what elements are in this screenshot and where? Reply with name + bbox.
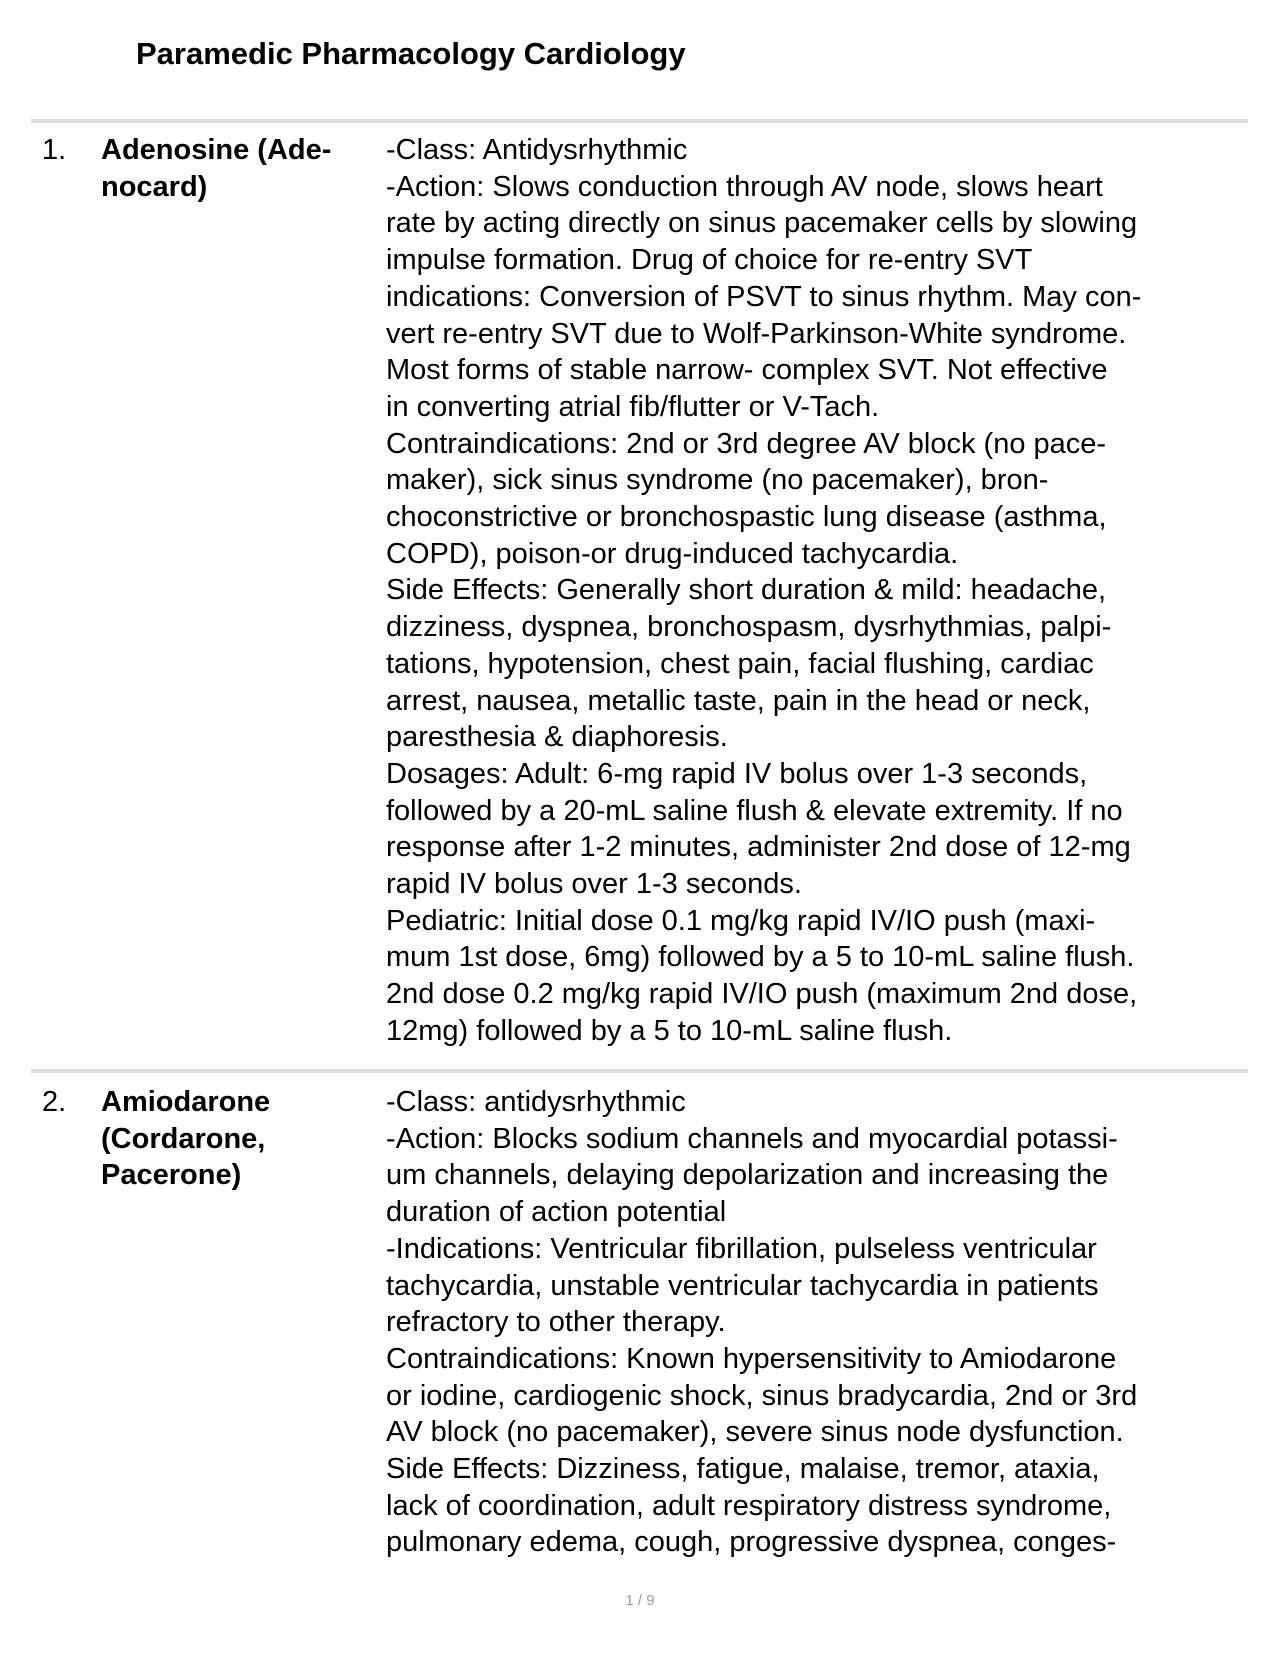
entry-definition [386, 1084, 1266, 1561]
definition-line: um channels, delaying depolarization and increasing the [386, 1159, 1109, 1192]
definition-line: 2nd dose 0.2 mg/kg rapid IV/IO push (maximum 2nd dose, [386, 978, 1138, 1011]
definition-line: indications: Conversion of PSVT to sinus rhythm. May con- [386, 280, 1142, 313]
definition-line: in converting atrial fib/flutter or V-Tach. [386, 390, 880, 423]
definition-line: pulmonary edema, cough, progressive dyspnea, conges- [386, 1526, 1117, 1559]
term-line: Adenosine (Ade- [101, 134, 332, 166]
entry-definition [386, 132, 1266, 1050]
definition-line: followed by a 20-mL saline flush & elevate extremity. If no [386, 794, 1123, 827]
definition-line: rapid IV bolus over 1-3 seconds. [386, 868, 802, 901]
definition-line: Side Effects: Dizziness, fatigue, malaise, tremor, ataxia, [386, 1453, 1100, 1486]
definition-line: lack of coordination, adult respiratory distress syndrome, [386, 1489, 1112, 1522]
definition-line: tations, hypotension, chest pain, facial flushing, cardiac [386, 647, 1094, 680]
entry-divider [31, 1069, 1248, 1073]
definition-line: paresthesia & diaphoresis. [386, 721, 728, 754]
entry-number: 1. [42, 134, 67, 166]
definition-line: tachycardia, unstable ventricular tachycardia in patients [386, 1269, 1099, 1302]
entry-term [101, 132, 373, 205]
definition-line: choconstrictive or bronchospastic lung disease (asthma, [386, 501, 1107, 534]
definition-line: Side Effects: Generally short duration & mild: headache, [386, 574, 1107, 607]
term-line: (Cordarone, [101, 1122, 266, 1155]
definition-line: dizziness, dyspnea, bronchospasm, dysrhythmias, palpi- [386, 611, 1112, 644]
term-line: Amiodarone [101, 1086, 271, 1118]
definition-line: AV block (no pacemaker), severe sinus node dysfunction. [386, 1416, 1124, 1449]
definition-line: 12mg) followed by a 5 to 10-mL saline flush. [386, 1014, 953, 1047]
definition-line: -Class: antidysrhythmic [386, 1086, 686, 1118]
definition-line: vert re-entry SVT due to Wolf-Parkinson-White syndrome. [386, 317, 1127, 350]
entry-number: 2. [42, 1086, 67, 1118]
definition-line: -Action: Blocks sodium channels and myocardial potassi- [386, 1122, 1118, 1155]
definition-line: or iodine, cardiogenic shock, sinus bradycardia, 2nd or 3rd [386, 1379, 1138, 1412]
term-line: nocard) [101, 170, 208, 203]
definition-line: Most forms of stable narrow- complex SVT. Not effective [386, 354, 1108, 387]
document-title: Paramedic Pharmacology Cardiology [136, 36, 686, 71]
page-indicator: 1 / 9 [625, 1592, 655, 1609]
definition-line: impulse formation. Drug of choice for re-entry SVT [386, 244, 1033, 277]
definition-line: Contraindications: Known hypersensitivity to Amiodarone [386, 1342, 1117, 1375]
definition-line: refractory to other therapy. [386, 1306, 726, 1339]
definition-line: arrest, nausea, metallic taste, pain in the head or neck, [386, 684, 1091, 717]
definition-line: -Indications: Ventricular fibrillation, pulseless ventricular [386, 1232, 1097, 1265]
entry-divider [31, 119, 1248, 123]
term-line: Pacerone) [101, 1159, 242, 1192]
entry-term [101, 1084, 373, 1194]
definition-line: maker), sick sinus syndrome (no pacemaker), bron- [386, 464, 1049, 497]
definition-line: duration of action potential [386, 1196, 727, 1229]
definition-line: -Action: Slows conduction through AV node, slows heart [386, 170, 1103, 203]
definition-line: -Class: Antidysrhythmic [386, 134, 688, 166]
definition-line: rate by acting directly on sinus pacemaker cells by slowing [386, 207, 1138, 240]
definition-line: COPD), poison-or drug-induced tachycardia. [386, 537, 959, 570]
definition-line: Pediatric: Initial dose 0.1 mg/kg rapid IV/IO push (maxi- [386, 904, 1096, 937]
definition-line: mum 1st dose, 6mg) followed by a 5 to 10-mL saline flush. [386, 941, 1135, 974]
definition-line: Contraindications: 2nd or 3rd degree AV block (no pace- [386, 427, 1107, 460]
definition-line: response after 1-2 minutes, administer 2nd dose of 12-mg [386, 831, 1131, 864]
definition-line: Dosages: Adult: 6-mg rapid IV bolus over 1-3 seconds, [386, 757, 1088, 790]
